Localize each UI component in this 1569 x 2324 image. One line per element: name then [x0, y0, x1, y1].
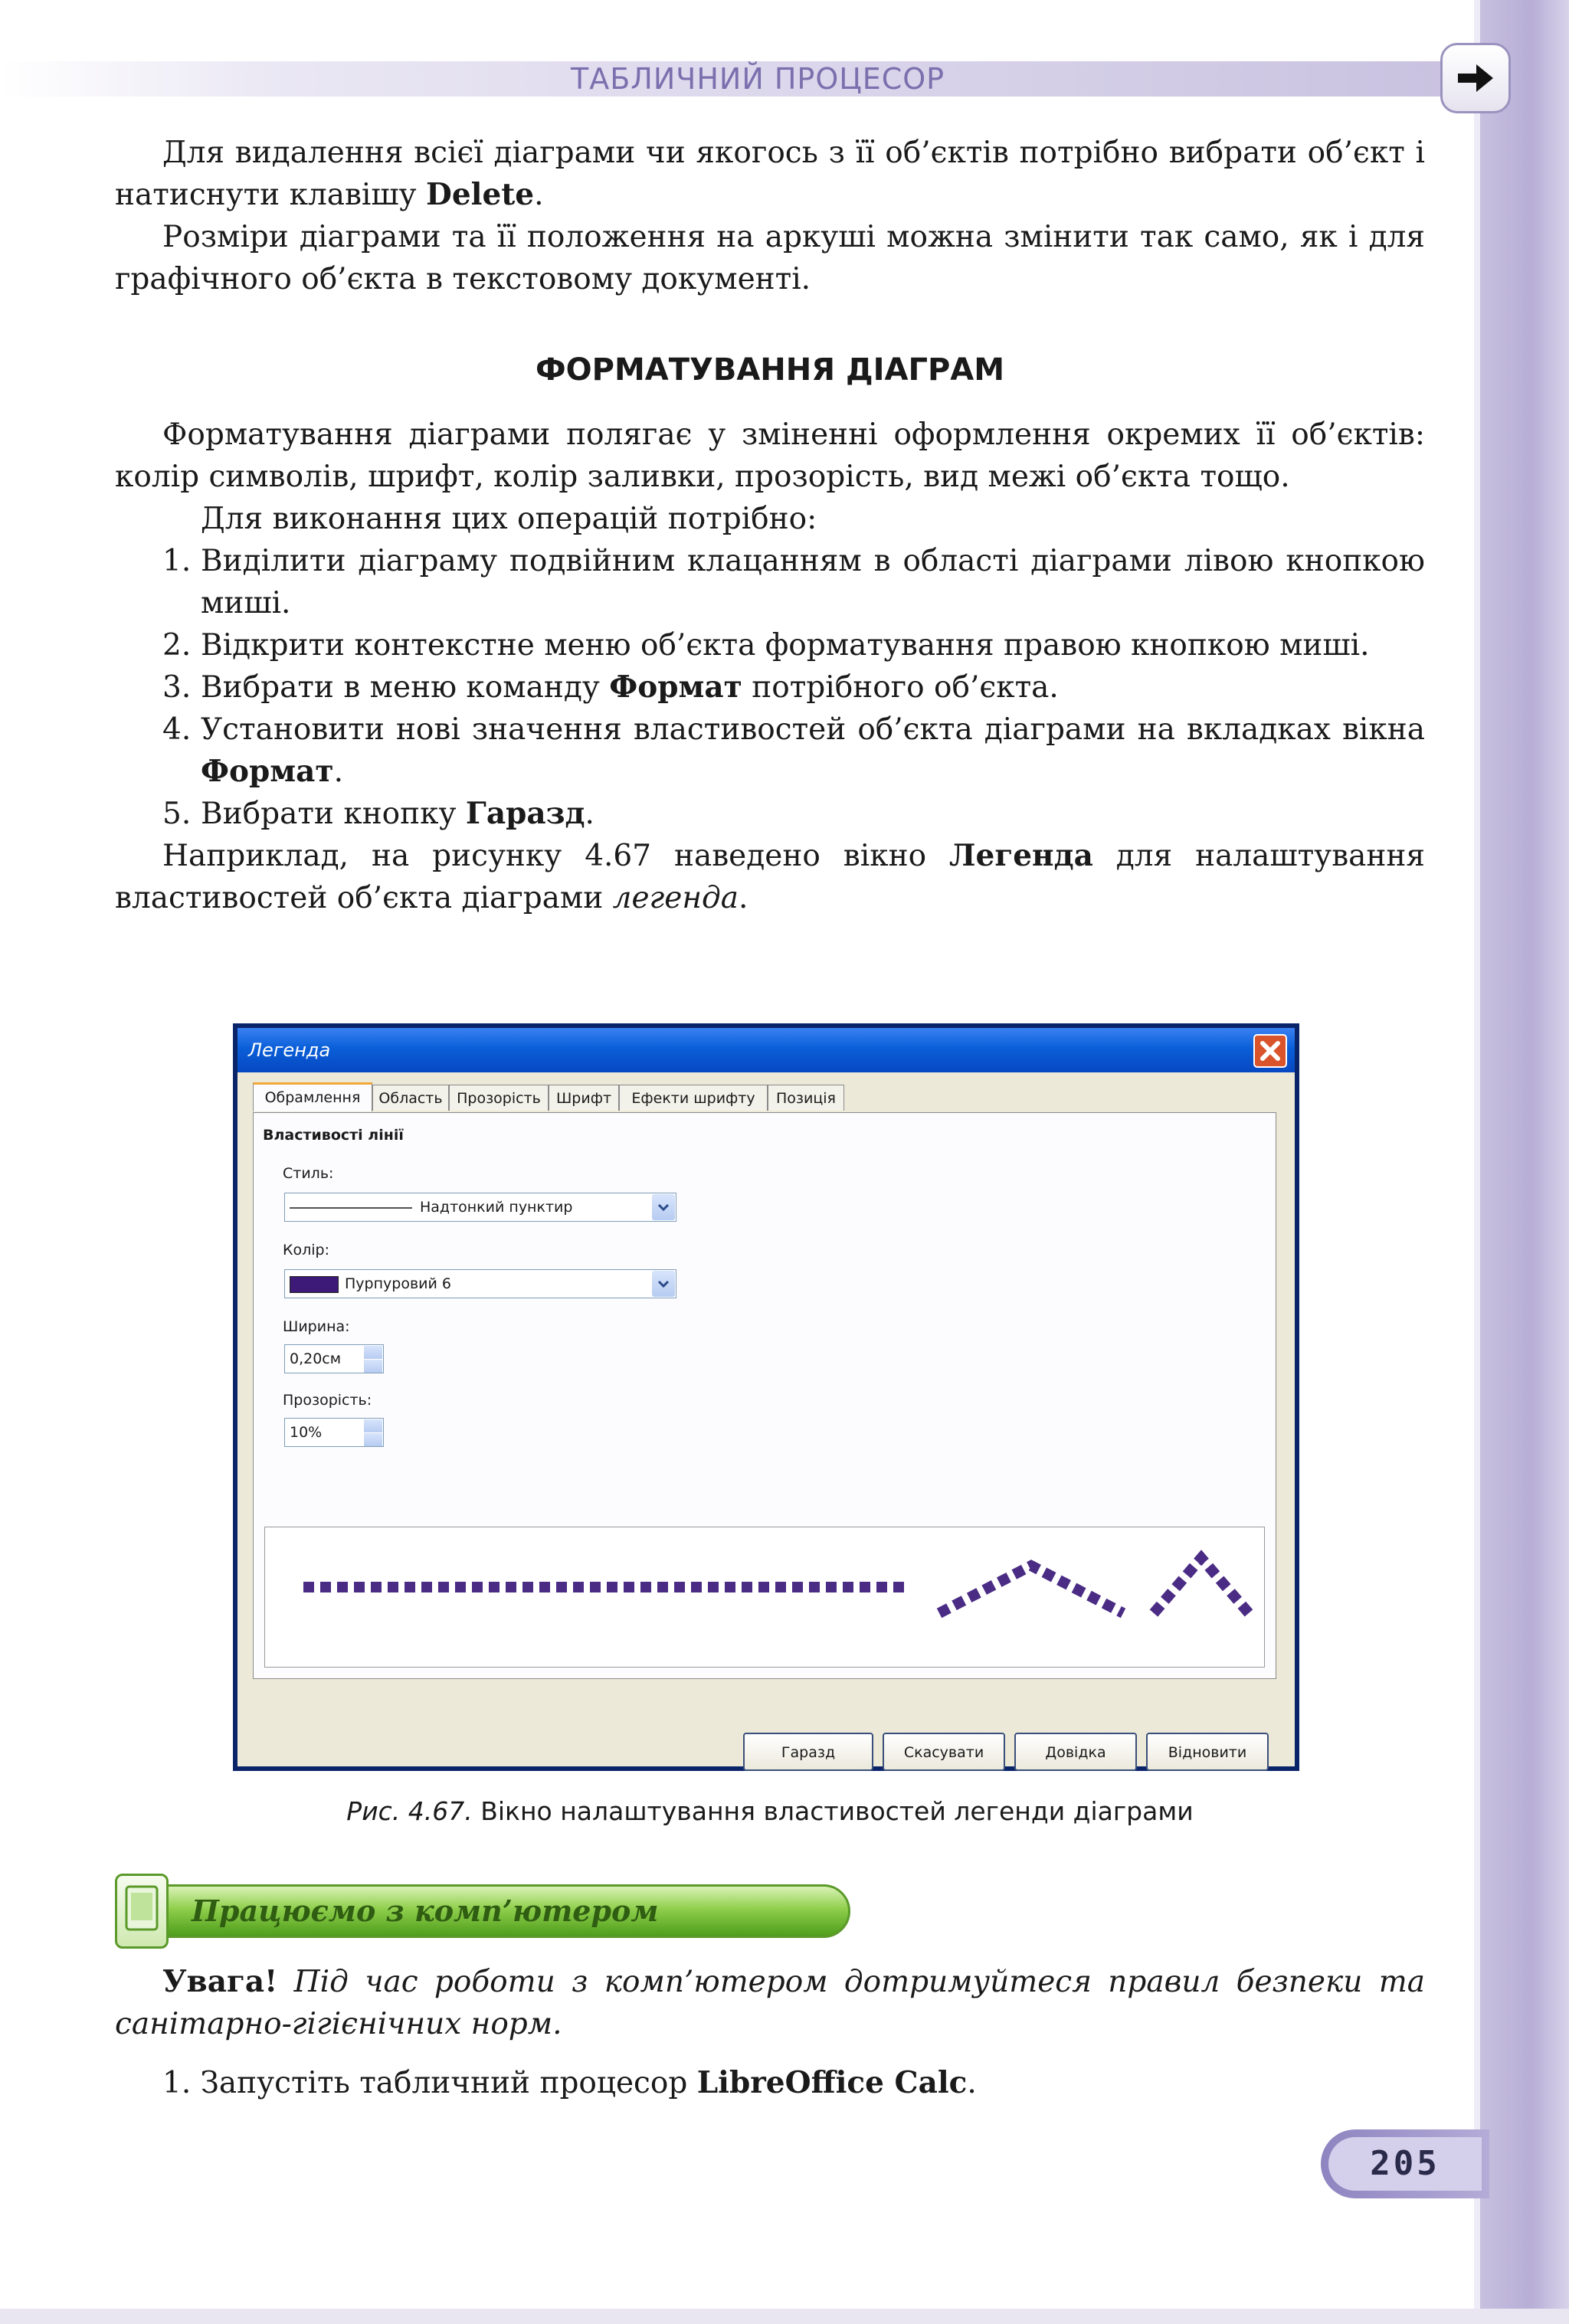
computer-icon — [115, 1874, 169, 1949]
color-select[interactable] — [284, 1269, 676, 1298]
width-up-button[interactable] — [364, 1346, 382, 1359]
task-text — [115, 2062, 1425, 2104]
warning-text — [115, 1961, 1425, 2045]
style-dropdown-button[interactable] — [652, 1194, 675, 1220]
task-item: 1. Запустіть табличний процесор LibreOffice Calc. — [162, 2065, 977, 2100]
warning-paragraph: Увага! Під час роботи з комп’ютером дотримуйтеся правил безпеки та санітарно-гігієнічних норм. — [115, 1964, 1425, 2041]
dialog-titlebar[interactable] — [237, 1028, 1295, 1072]
tab-position[interactable]: Позиція — [768, 1085, 844, 1111]
section-title: ФОРМАТУВАННЯ ДІАГРАМ — [535, 352, 1005, 388]
close-button[interactable] — [1253, 1034, 1287, 1068]
reset-button[interactable]: Відновити — [1146, 1733, 1269, 1771]
next-arrow-icon — [1440, 43, 1511, 113]
transparency-down-button[interactable] — [364, 1433, 382, 1446]
step-item: 1. Виділити діаграму подвійним клацанням в області діаграми лівою кнопкою миші. — [162, 544, 1425, 620]
figure-caption: Рис. 4.67. Вікно налаштування властивостей легенди діаграми — [346, 1796, 1194, 1826]
width-spinner[interactable] — [284, 1344, 384, 1373]
close-icon — [1255, 1036, 1286, 1066]
tab-font-effects[interactable]: Ефекти шрифту — [619, 1085, 768, 1111]
step-item: 2. Відкрити контекстне меню об’єкта форматування правою кнопкою миші. — [162, 628, 1370, 663]
step-item: 3. Вибрати в меню команду Формат потрібного об’єкта. — [162, 669, 1059, 705]
chevron-down-icon — [652, 1194, 675, 1220]
tab-transparency[interactable]: Прозорість — [449, 1085, 549, 1111]
dialog-title: Легенда — [248, 1039, 331, 1061]
chevron-down-icon — [652, 1271, 675, 1297]
transparency-value: 10% — [290, 1424, 323, 1441]
transparency-label: Прозорість: — [283, 1392, 372, 1409]
transparency-up-button[interactable] — [364, 1419, 382, 1432]
formatting-lead: Для виконання цих операцій потрібно: — [201, 502, 817, 536]
line-properties-label: Властивості лінії — [263, 1127, 404, 1144]
page-side-strip — [1474, 0, 1480, 2324]
step-item: 5. Вибрати кнопку Гаразд. — [162, 796, 595, 831]
monitor-icon — [117, 1876, 166, 1946]
running-header-title: ТАБЛИЧНИЙ ПРОЦЕСОР — [571, 62, 945, 96]
page-number: 205 — [1328, 2137, 1482, 2191]
color-swatch — [290, 1276, 339, 1293]
help-button[interactable]: Довідка — [1014, 1733, 1137, 1771]
formatting-paragraph: Форматування діаграми полягає у зміненні оформлення окремих її об’єктів: колір символів, шрифт, колір заливки, прозорість, вид межі об’єкта тощо. — [115, 417, 1425, 494]
cancel-button[interactable]: Скасувати — [883, 1733, 1005, 1771]
ok-button[interactable]: Гаразд — [743, 1733, 873, 1771]
color-dropdown-button[interactable] — [652, 1271, 675, 1297]
legend-dialog — [233, 1023, 1299, 1771]
tab-borders[interactable]: Обрамлення — [253, 1082, 372, 1111]
steps-list — [115, 540, 1425, 835]
tab-panel-borders — [253, 1112, 1276, 1679]
figure-number: Рис. 4.67. — [346, 1796, 473, 1826]
line-preview — [264, 1527, 1265, 1668]
width-down-button[interactable] — [364, 1360, 382, 1373]
intro-paragraph-delete: Для видалення всієї діаграми чи якогось з її об’єктів потрібно вибрати об’єкт і натиснути клавішу Delete. — [115, 136, 1425, 212]
formatting-text — [115, 414, 1425, 919]
style-label: Стиль: — [283, 1165, 334, 1182]
page-side-band — [1474, 0, 1569, 2324]
color-value: Пурпуровий 6 — [345, 1275, 451, 1292]
practice-banner-title: Працюємо з комп’ютером — [192, 1894, 659, 1928]
intro-paragraph-size: Розміри діаграми та її положення на аркуші можна змінити так само, як і для графічного об’єкта в текстовому документі. — [115, 220, 1425, 296]
dotted-line-preview — [265, 1527, 1264, 1667]
page-bottom-strip — [0, 2309, 1569, 2324]
tab-area[interactable]: Область — [372, 1085, 449, 1111]
step-item: 4. Установити нові значення властивостей об’єкта діаграми на вкладках вікна Формат. — [162, 712, 1425, 789]
color-label: Колір: — [283, 1242, 329, 1259]
line-style-sample — [290, 1206, 412, 1209]
style-select[interactable] — [284, 1193, 676, 1222]
example-paragraph: Наприклад, на рисунку 4.67 наведено вікно Легенда для налаштування властивостей об’єкта діаграми легенда. — [115, 838, 1425, 915]
dialog-body — [237, 1028, 1295, 1766]
delete-key: Delete — [426, 177, 535, 212]
tab-font[interactable]: Шрифт — [549, 1085, 619, 1111]
style-value: Надтонкий пунктир — [420, 1199, 573, 1216]
intro-text — [115, 132, 1425, 300]
width-value: 0,20см — [290, 1350, 342, 1367]
width-label: Ширина: — [283, 1318, 350, 1335]
transparency-spinner[interactable] — [284, 1418, 384, 1447]
